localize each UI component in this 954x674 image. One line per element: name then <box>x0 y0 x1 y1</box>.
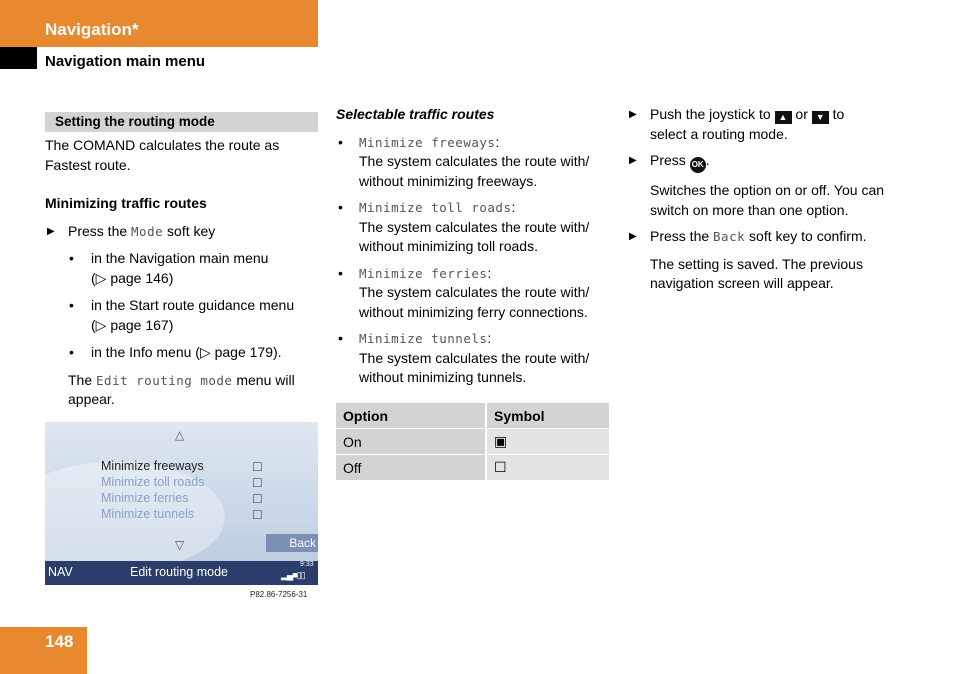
screen-menu <box>101 458 205 522</box>
list-item: • in the Info menu (▷ page 179). <box>45 343 318 363</box>
section-bar: Setting the routing mode <box>45 112 318 132</box>
step-joystick: ▶ Push the joystick to ▲ or ▼ to select a routing mode. <box>629 106 845 142</box>
screen-menu-item: Minimize tunnels <box>101 507 195 521</box>
arrow-right-icon: ▶ <box>629 155 637 166</box>
checkbox-icon: ☐ <box>252 508 263 522</box>
ok-button-icon: OK <box>690 157 706 173</box>
signal-icon: ▂▄■▯▯ <box>281 570 305 580</box>
bullet-icon: • <box>338 264 343 281</box>
page-number: 148 <box>45 632 74 651</box>
clock: 9:33 <box>300 561 314 568</box>
column-left <box>45 112 318 410</box>
step-press-back: ▶ Press the Back soft key to confirm. <box>627 227 917 247</box>
list-item: • in the Navigation main menu (▷ page 146) <box>69 250 269 286</box>
step-press-ok: ▶ Press OK . <box>627 151 917 173</box>
screen-menu-item: Minimize ferries <box>101 491 189 505</box>
list-item: • Minimize freeways: The system calculates the route with/ without minimizing freeways. <box>338 133 590 189</box>
checked-box-icon: ▣ <box>486 429 609 455</box>
screen-menu-item: Minimize toll roads <box>101 475 205 489</box>
table-cell: Off <box>336 455 486 481</box>
result-text: The setting is saved. The previous navigation screen will appear. <box>650 255 863 291</box>
joystick-down-icon: ▼ <box>812 111 829 124</box>
intro-text: The COMAND calculates the route as Fastest route. <box>45 137 280 173</box>
column-right <box>627 105 917 294</box>
checkbox-icon: ☐ <box>252 492 263 506</box>
list-item: • Minimize ferries: The system calculates the route with/ without minimizing ferry connections. <box>338 264 590 320</box>
table-header: Symbol <box>486 403 609 429</box>
back-key: Back <box>713 229 746 244</box>
subheading: Selectable traffic routes <box>336 106 495 122</box>
screen-status-bar <box>45 561 318 585</box>
mode-key: Mode <box>131 223 164 239</box>
column-middle <box>336 105 609 388</box>
subheading: Minimizing traffic routes <box>45 195 207 211</box>
arrow-right-icon: ▶ <box>629 231 637 242</box>
screen-back-button: Back <box>266 534 318 552</box>
table-row <box>336 429 609 455</box>
checkbox-icon: ☐ <box>252 476 263 490</box>
bullet-icon: • <box>338 133 343 150</box>
scroll-up-icon: △ <box>175 428 185 442</box>
section-marker <box>0 47 37 69</box>
bullet-icon: • <box>338 330 343 346</box>
edit-routing-key: Edit routing mode <box>96 372 233 388</box>
arrow-right-icon: ▶ <box>47 225 55 237</box>
comand-screen-image <box>45 422 318 585</box>
checkbox-icon: ☐ <box>486 455 609 481</box>
list-item: • in the Start route guidance menu (▷ page 167) <box>69 297 295 333</box>
joystick-up-icon: ▲ <box>775 111 792 124</box>
bullet-icon: • <box>338 199 343 215</box>
list-item: • Minimize toll roads: The system calculates the route with/ without minimizing toll roads. <box>338 199 590 254</box>
arrow-right-icon: ▶ <box>629 109 637 120</box>
list-item: • Minimize tunnels: The system calculates the route with/ without minimizing tunnels. <box>338 330 590 385</box>
option-symbol-table <box>336 403 609 481</box>
step-press-mode: ▶ Press the Mode soft key <box>45 222 318 242</box>
nav-label: NAV <box>48 565 73 579</box>
screen-checkboxes <box>252 459 263 523</box>
checkbox-icon: ☐ <box>252 460 263 474</box>
bullet-icon: • <box>69 250 74 266</box>
bullet-icon: • <box>69 297 74 313</box>
bullet-icon: • <box>69 344 74 360</box>
section-title: Navigation main menu <box>45 53 206 70</box>
image-code: P82.86-7256-31 <box>250 590 308 599</box>
table-header: Option <box>336 403 486 429</box>
table-row <box>336 455 609 481</box>
table-header-row <box>336 403 609 429</box>
menu-label: Edit routing mode <box>130 565 228 579</box>
result-text: The Edit routing mode menu will appear. <box>68 371 295 407</box>
chapter-title: Navigation* <box>45 20 139 39</box>
result-text: Switches the option on or off. You can switch on more than one option. <box>650 182 885 218</box>
screen-menu-item: Minimize freeways <box>101 459 204 473</box>
table-cell: On <box>336 429 486 455</box>
footer-bar <box>0 627 87 674</box>
scroll-down-icon: ▽ <box>175 538 185 552</box>
